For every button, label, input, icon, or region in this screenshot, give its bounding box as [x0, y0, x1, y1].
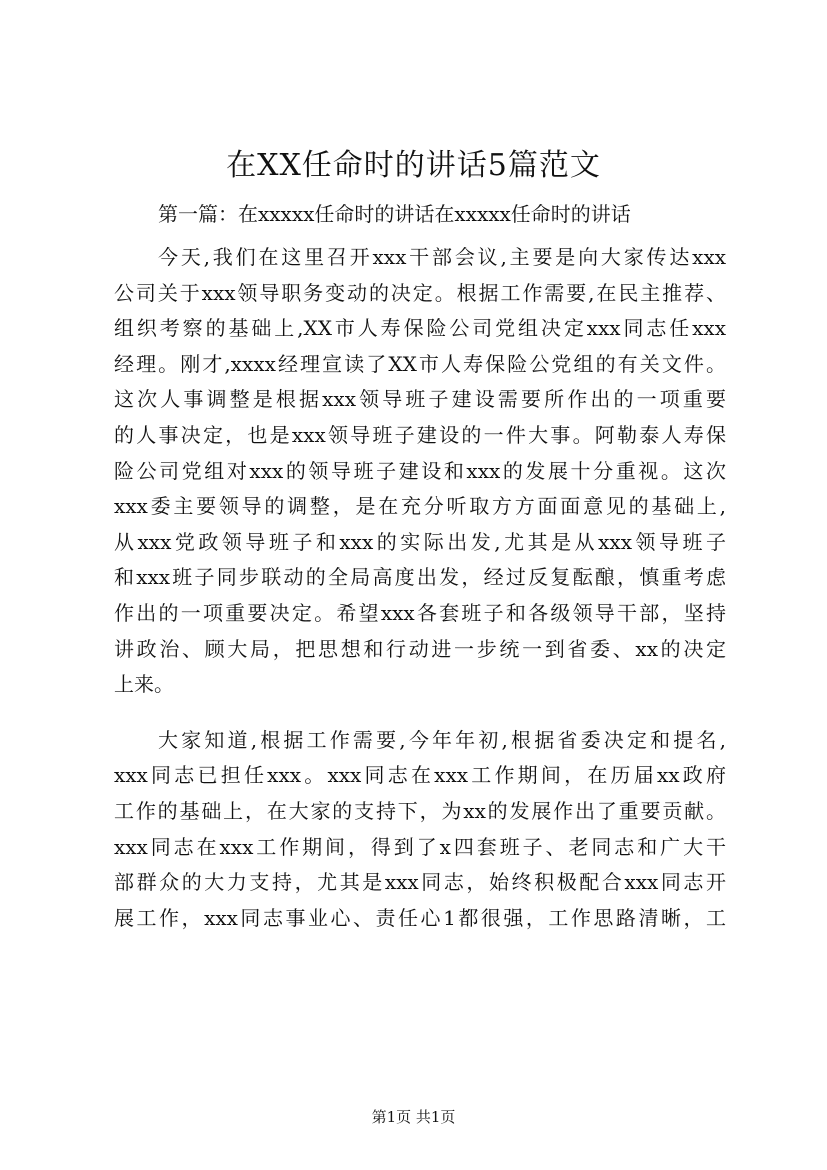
text-line: 部群众的大力支持，尤其是xxx同志，始终积极配合xxx同志开	[114, 870, 726, 895]
text-line: 公司关于xxx领导职务变动的决定。根据工作需要,在民主推荐、	[114, 280, 726, 305]
paragraph-gap	[114, 703, 726, 723]
paragraph-2	[114, 723, 726, 937]
text-line: 这次人事调整是根据xxx领导班子建设需要所作出的一项重要	[114, 387, 726, 412]
text-line: 上来。	[114, 672, 174, 697]
text-line: xxx同志已担任xxx。xxx同志在xxx工作期间，在历届xx政府	[114, 763, 726, 788]
paragraph-1	[114, 240, 726, 703]
text-line: 经理。刚才,xxxx经理宣读了XX市人寿保险公党组的有关文件。	[114, 351, 726, 376]
text-line: 的人事决定，也是xxx领导班子建设的一件大事。阿勒泰人寿保	[114, 422, 726, 447]
page-number-footer: 第1页 共1页	[371, 1108, 456, 1126]
text-line: 组织考察的基础上,XX市人寿保险公司党组决定xxx同志任xxx	[114, 316, 726, 341]
text-line: xxx同志在xxx工作期间，得到了x四套班子、老同志和广大干	[114, 834, 726, 859]
text-line: 讲政治、顾大局，把思想和行动进一步统一到省委、xx的决定	[114, 636, 726, 661]
document-subtitle: 第一篇：在xxxxx任命时的讲话在xxxxx任命时的讲话	[158, 202, 631, 226]
text-line: 工作的基础上，在大家的支持下，为xx的发展作出了重要贡献。	[114, 798, 726, 823]
document-title: 在XX任命时的讲话5篇范文	[226, 148, 601, 183]
text-line: 今天,我们在这里召开xxx干部会议,主要是向大家传达xxx	[158, 245, 726, 269]
text-line: xxx委主要领导的调整，是在充分听取方方面面意见的基础上,	[114, 494, 726, 519]
text-line: 险公司党组对xxx的领导班子建设和xxx的发展十分重视。这次	[114, 458, 726, 483]
text-line: 展工作，xxx同志事业心、责任心1都很强，工作思路清晰，工	[114, 905, 726, 930]
text-line: 大家知道,根据工作需要,今年年初,根据省委决定和提名,	[158, 727, 726, 752]
text-line: 和xxx班子同步联动的全局高度出发，经过反复酝酿，慎重考虑	[114, 565, 726, 590]
text-line: 从xxx党政领导班子和xxx的实际出发,尤其是从xxx领导班子	[114, 529, 726, 554]
text-line: 作出的一项重要决定。希望xxx各套班子和各级领导干部，坚持	[114, 600, 726, 625]
document-body	[114, 240, 726, 936]
